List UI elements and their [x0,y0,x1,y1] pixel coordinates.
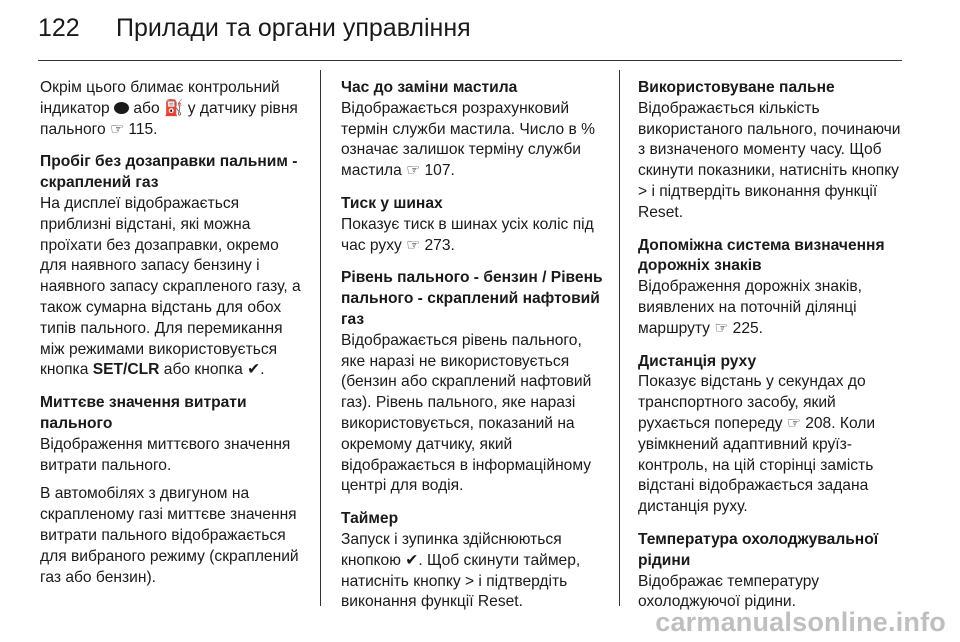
reference-arrow-icon: ☞ [406,162,421,180]
column-divider-1 [320,70,321,606]
signs-paragraph: Відображення дорожніх знаків, виявлених на поточній ділянці маршруту ☞ 225. [638,277,906,339]
page-reference: 115. [128,120,158,138]
fuel-pump-icon: ⛽ [163,99,184,117]
timer-paragraph: Запуск і зупинка здійснюються кнопкою ✔. Щоб скинути таймер, натисніть кнопку > і підтвердіть виконання функції Reset. [341,530,581,611]
column-divider-2 [619,70,620,606]
column-1 [40,78,308,600]
header-divider [38,60,902,61]
column-2 [341,78,609,625]
instant-paragraph-1: Відображення миттєвого значення витрати пального. [40,435,291,474]
reference-arrow-icon: ☞ [109,120,124,138]
page-reference: 273. [424,236,455,254]
instant-paragraph-2: В автомобілях з двигуном на скрапленому газі миттєве значення витрати пального відображається для вибраного режиму (скраплений газ або бензин). [40,485,299,586]
reference-arrow-icon: ☞ [786,414,801,432]
section-heading-oil: Час до заміни мастила [341,79,518,96]
used-fuel-paragraph: Відображається кількість використаного пального, починаючи з визначеного моменту часу. Щоб скинути показники, натисніть кнопку > і підтвердіть виконання функції Reset. [638,99,901,221]
column-3 [638,78,906,625]
tyre-paragraph: Показує тиск в шинах усіх коліс під час руху ☞ 273. [341,215,609,257]
section-heading-instant: Миттєве значення витрати пального [40,394,247,432]
reference-arrow-icon: ☞ [406,236,421,254]
section-heading-distance: Дистанція руху [638,352,757,370]
distance-paragraph: Показує відстань у секундах до транспортного засобу, який рухається попереду ☞ 208. Коли увімкнений адаптивний круїз-контроль, на цій сторінці замість відстані відображається задана дистанція руху. [638,373,876,516]
intro-paragraph: Окрім цього блимає контрольний індикатор або ⛽ у датчику рівня пального ☞ 115. [40,78,308,140]
range-paragraph: На дисплеї відображається приблизні відстані, які можна проїхати без дозаправки, окремо для наявного запасу бензину і наявного запасу скрапленого газу, а також сумарна відстань для обох типів пального. Для перемикання між режимами використовується кнопка SET/CLR або кнопка ✔. [40,194,308,381]
coolant-paragraph: Відображає температуру охолоджуючої рідини. [638,572,820,611]
section-heading-used-fuel: Використовуване пальне [638,79,835,96]
section-heading-signs: Допоміжна система визначення дорожніх знаків [638,236,885,275]
page-number: 122 [38,14,80,42]
checkmark-icon: ✔ [247,361,261,379]
page-reference: 225. [732,319,764,337]
watermark: carmanualsonline.info [655,607,946,637]
checkmark-icon: ✔ [405,551,419,569]
section-heading-range: Пробіг без дозаправки пальним - скраплений газ [40,153,298,192]
oil-paragraph: Відображається розрахунковий термін служби мастила. Число в % означає залишок терміну служби мастила ☞ 107. [341,99,609,182]
page-header [38,14,471,54]
section-heading-fuel-level: Рівень пального - бензин / Рівень пального - скраплений нафтовий газ [341,269,603,328]
reference-arrow-icon: ☞ [714,319,729,337]
warning-lamp-icon [114,102,129,114]
set-clr-button-label: SET/CLR [92,361,160,379]
section-heading-coolant: Температура охолоджувальної рідини [638,530,879,569]
page-title: Прилади та органи управління [116,14,471,42]
fuel-level-paragraph: Відображається рівень пального, яке наразі не використовується (бензин або скраплений нафтовий газ). Рівень пального, яке наразі використовується, показаний на окремому датчику, який відображається в інформаційному центрі для водія. [341,331,592,495]
section-heading-timer: Таймер [341,510,399,528]
chevron-right-icon: > [464,572,475,590]
page-reference: 107. [424,162,455,180]
section-heading-tyre: Тиск у шинах [341,194,443,212]
chevron-right-icon: > [638,182,648,200]
